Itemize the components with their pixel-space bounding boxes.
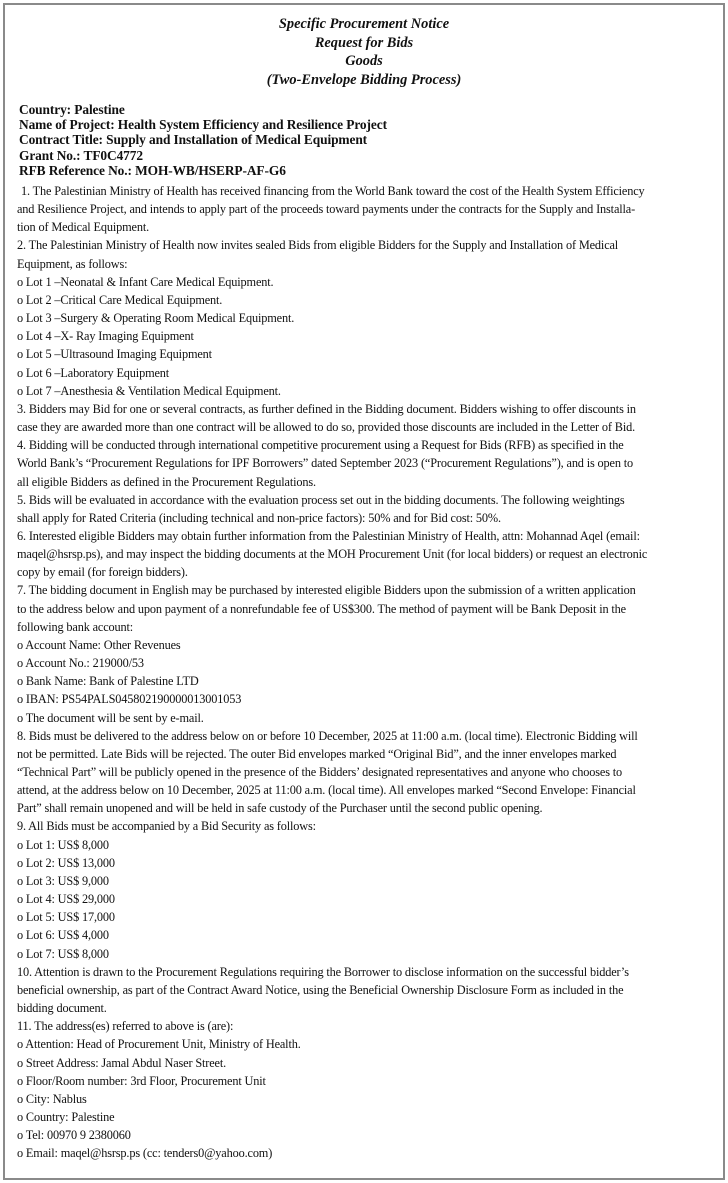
notice-body-line: o Lot 1 –Neonatal & Infant Care Medical Equipment.	[17, 274, 274, 289]
notice-title-line: (Two-Envelope Bidding Process)	[266, 71, 462, 88]
notice-body-line: 2. The Palestinian Ministry of Health now invites sealed Bids from eligible Bidders for the Supply and Installation of Medical	[17, 238, 619, 253]
contract-title-line: Contract Title: Supply and Installation of Medical Equipment	[19, 132, 368, 148]
notice-body-line: World Bank’s “Procurement Regulations for IPF Borrowers” dated September 2023 (“Procurement Regulations”), and is open to	[17, 456, 634, 471]
notice-body-line: o Lot 6 –Laboratory Equipment	[17, 365, 170, 380]
notice-body-line: o Lot 7 –Anesthesia & Ventilation Medical Equipment.	[17, 383, 281, 398]
notice-body-line: o Bank Name: Bank of Palestine LTD	[17, 674, 199, 689]
notice-body-line: o Lot 6: US$ 4,000	[17, 928, 109, 943]
notice-body-line: 9. All Bids must be accompanied by a Bid Security as follows:	[17, 819, 316, 834]
notice-body-line: o Account Name: Other Revenues	[17, 637, 181, 652]
notice-meta	[19, 102, 387, 178]
notice-body-line: o Email: maqel@hsrsp.ps (cc: tenders0@yahoo.com)	[17, 1146, 273, 1161]
notice-body-line: 3. Bidders may Bid for one or several contracts, as further defined in the Bidding document. Bidders wishing to offer discounts in	[17, 401, 636, 416]
notice-body-line: o Lot 4 –X- Ray Imaging Equipment	[17, 329, 194, 344]
notice-body-line: and Resilience Project, and intends to apply part of the proceeds toward payments under the contracts for the Supply and Installa-	[17, 202, 636, 217]
notice-body-line: “Technical Part” will be publicly opened in the presence of the Bidders’ designated representatives and anyone who chooses to	[17, 765, 623, 779]
notice-body-line: o Lot 1: US$ 8,000	[17, 837, 109, 852]
notice-body-line: o Tel: 00970 9 2380060	[17, 1128, 131, 1143]
notice-body-line: case they are awarded more than one contract will be allowed to do so, provided those discounts are included in the Letter of Bid.	[17, 420, 636, 435]
notice-body-line: o IBAN: PS54PALS045802190000013001053	[17, 692, 242, 707]
notice-body-line: o Country: Palestine	[17, 1109, 115, 1124]
notice-body-line: o Lot 3 –Surgery & Operating Room Medical Equipment.	[17, 311, 295, 326]
notice-body-line: 5. Bids will be evaluated in accordance with the evaluation process set out in the bidding documents. The following weightings	[17, 492, 625, 507]
notice-body-line: beneficial ownership, as part of the Contract Award Notice, using the Beneficial Ownership Disclosure Form as included in the	[17, 982, 624, 997]
notice-body-line: o Attention: Head of Procurement Unit, Ministry of Health.	[17, 1037, 301, 1052]
notice-body-line: o Lot 5: US$ 17,000	[17, 910, 115, 925]
notice-body-line: o Floor/Room number: 3rd Floor, Procurement Unit	[17, 1073, 266, 1088]
rfb-reference-line: RFB Reference No.: MOH-WB/HSERP-AF-G6	[19, 162, 286, 178]
notice-body-line: 8. Bids must be delivered to the address below on or before 10 December, 2025 at 11:00 a.m. (local time). Electronic Bidding will	[17, 728, 638, 743]
notice-body-line: o The document will be sent by e-mail.	[17, 710, 204, 725]
notice-body-line: Part” shall remain unopened and will be held in safe custody of the Purchaser until the second public opening.	[17, 801, 543, 816]
notice-body-line: o Lot 5 –Ultrasound Imaging Equipment	[17, 347, 212, 362]
notice-body-line: following bank account:	[17, 619, 134, 634]
country-line: Country: Palestine	[19, 102, 125, 117]
notice-body-line: tion of Medical Equipment.	[17, 220, 150, 235]
notice-body-line: all eligible Bidders as defined in the Procurement Regulations.	[17, 474, 316, 489]
notice-body-line: copy by email (for foreign bidders).	[17, 565, 188, 580]
notice-body-line: o Lot 2: US$ 13,000	[17, 855, 115, 870]
notice-body-line: o Lot 4: US$ 29,000	[17, 892, 115, 907]
procurement-notice	[3, 3, 725, 1180]
notice-body-line: bidding document.	[17, 1001, 107, 1016]
notice-title-line: Goods	[345, 53, 383, 70]
notice-body-line: Equipment, as follows:	[17, 256, 128, 271]
notice-body-line: o Street Address: Jamal Abdul Naser Street.	[17, 1055, 227, 1070]
notice-body-line: maqel@hsrsp.ps), and may inspect the bidding documents at the MOH Procurement Unit (for local bidders) or request an electronic	[17, 547, 648, 562]
notice-body-line: o Account No.: 219000/53	[17, 656, 144, 671]
notice-body-line: 7. The bidding document in English may be purchased by interested eligible Bidders upon the submission of a written application	[17, 583, 636, 598]
notice-body	[17, 182, 717, 1162]
notice-body-line: o Lot 7: US$ 8,000	[17, 946, 109, 961]
notice-body-line: o City: Nablus	[17, 1091, 87, 1106]
notice-body-line: 1. The Palestinian Ministry of Health has received financing from the World Bank toward the cost of the Health System Efficiency	[21, 184, 645, 198]
notice-body-line: attend, at the address below on 10 December, 2025 at 11:00 a.m. (local time). All envelopes marked “Second Envelope: Financial	[17, 783, 636, 798]
notice-body-line: 6. Interested eligible Bidders may obtain further information from the Palestinian Ministry of Health, attn: Mohannad Aqel (email:	[17, 528, 640, 543]
notice-body-line: o Lot 3: US$ 9,000	[17, 873, 109, 888]
project-name-line: Name of Project: Health System Efficiency and Resilience Project	[19, 117, 387, 133]
notice-title-line: Request for Bids	[314, 34, 414, 51]
notice-body-line: 10. Attention is drawn to the Procurement Regulations requiring the Borrower to disclose information on the successful bidder’s	[17, 964, 629, 979]
notice-body-line: 4. Bidding will be conducted through international competitive procurement using a Request for Bids (RFB) as specified in the	[17, 438, 624, 453]
notice-body-line: to the address below and upon payment of a nonrefundable fee of US$300. The method of payment will be Bank Deposit in the	[17, 601, 626, 616]
notice-body-line: 11. The address(es) referred to above is (are):	[17, 1019, 234, 1034]
grant-number-line: Grant No.: TF0C4772	[19, 147, 143, 163]
notice-body-line: o Lot 2 –Critical Care Medical Equipment.	[17, 292, 223, 307]
notice-title	[5, 15, 723, 89]
notice-body-line: not be permitted. Late Bids will be rejected. The outer Bid envelopes marked “Original Bid”, and the inner envelopes marked	[17, 746, 617, 761]
notice-title-line: Specific Procurement Notice	[278, 16, 450, 32]
notice-body-line: shall apply for Rated Criteria (including technical and non-price factors): 50% and for Bid cost: 50%.	[17, 510, 501, 525]
